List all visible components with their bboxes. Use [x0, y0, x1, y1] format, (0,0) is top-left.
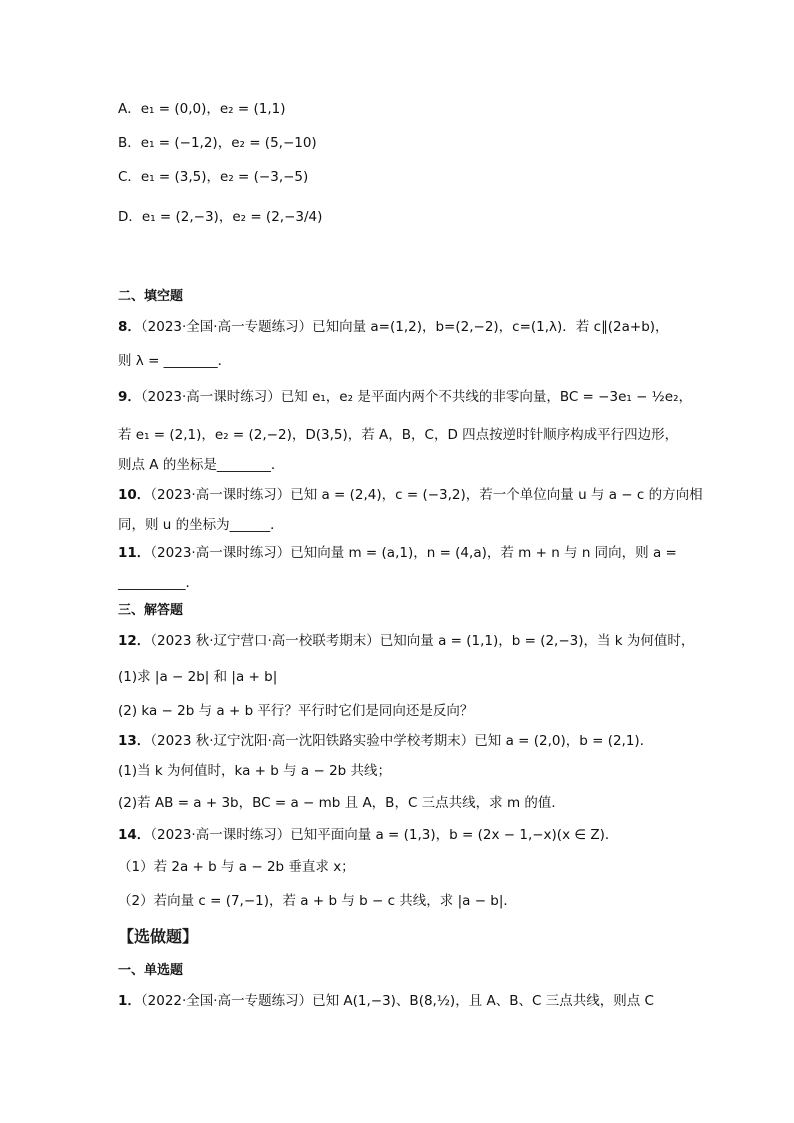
question-1-text: （2022·全国·高一专题练习）已知 A(1,−3)、B(8,½)，且 A、B、C 三点共线，则点 C	[140, 993, 654, 1009]
question-14-part1: （1）若 2a + b 与 a − 2b 垂直求 x；	[118, 859, 355, 875]
question-14-part2: （2）若向量 c = (7,−1)，若 a + b 与 b − c 共线，求 |a − b|．	[118, 893, 517, 909]
option-a: A．e₁ = (0,0)，e₂ = (1,1)	[118, 101, 286, 117]
question-8-line2: 则 λ = ________．	[118, 353, 232, 369]
question-12-text: （2023 秋·辽宁营口·高一校联考期末）已知向量 a = (1,1)，b = (2,−3)，当 k 为何值时，	[150, 633, 695, 649]
question-12-part1: (1)求 |a − 2b| 和 |a + b|	[118, 669, 278, 685]
option-b: B．e₁ = (−1,2)，e₂ = (5,−10)	[118, 135, 317, 151]
question-9-line2: 若 e₁ = (2,1)，e₂ = (2,−2)，D(3,5)，若 A，B，C，D 四点按逆时针顺序构成平行四边形，	[118, 427, 679, 443]
optional-section-title: 【选做题】	[118, 927, 199, 946]
option-c: C．e₁ = (3,5)，e₂ = (−3,−5)	[118, 169, 309, 185]
question-13	[118, 732, 653, 750]
question-12	[118, 632, 694, 650]
question-14-number: 14．	[118, 827, 151, 843]
question-11-text: （2023·高一课时练习）已知向量 m = (a,1)，n = (4,a)，若 m + n 与 n 同向，则 a =	[150, 545, 677, 561]
question-11-line2: __________．	[118, 575, 199, 591]
question-13-part2: (2)若 AB = a + 3b，BC = a − mb 且 A，B，C 三点共线，求 m 的值．	[118, 795, 565, 811]
question-13-text: （2023 秋·辽宁沈阳·高一沈阳铁路实验中学校考期末）已知 a = (2,0)，b = (2,1)．	[150, 733, 654, 749]
question-13-part1: (1)当 k 为何值时，ka + b 与 a − 2b 共线；	[118, 763, 392, 779]
question-9-line3: 则点 A 的坐标是________．	[118, 457, 285, 473]
question-1	[118, 992, 654, 1010]
question-11	[118, 544, 677, 562]
question-12-part2: (2) ka − 2b 与 a + b 平行？平行时它们是同向还是反向？	[118, 703, 474, 719]
section-answer-title: 三、解答题	[118, 603, 184, 618]
question-10	[118, 486, 703, 504]
question-12-number: 12．	[118, 633, 151, 649]
question-8-text: （2023·全国·高一专题练习）已知向量 a=(1,2)，b=(2,−2)，c=(1,λ)．若 c∥(2a+b)，	[140, 319, 669, 335]
question-14-text: （2023·高一课时练习）已知平面向量 a = (1,3)，b = (2x − 1,−x)(x ∈ Z)．	[150, 827, 619, 843]
question-8-number: 8．	[118, 319, 141, 335]
question-10-text: （2023·高一课时练习）已知 a = (2,4)，c = (−3,2)，若一个单位向量 u 与 a − c 的方向相	[150, 487, 703, 503]
question-8	[118, 318, 669, 336]
question-9-text: （2023·高一课时练习）已知 e₁，e₂ 是平面内两个不共线的非零向量，BC = −3e₁ − ½e₂，	[140, 389, 692, 405]
question-9	[118, 388, 692, 406]
question-13-number: 13．	[118, 733, 151, 749]
option-d: D．e₁ = (2,−3)，e₂ = (2,−3/4)	[118, 209, 323, 225]
question-11-number: 11．	[118, 545, 151, 561]
question-9-number: 9．	[118, 389, 141, 405]
section-fill-in-title: 二、填空题	[118, 289, 184, 304]
question-1-number: 1．	[118, 993, 141, 1009]
question-14	[118, 826, 618, 844]
section-single-choice-title: 一、单选题	[118, 963, 184, 978]
question-10-number: 10．	[118, 487, 151, 503]
question-10-line2: 同，则 u 的坐标为______．	[118, 517, 284, 533]
